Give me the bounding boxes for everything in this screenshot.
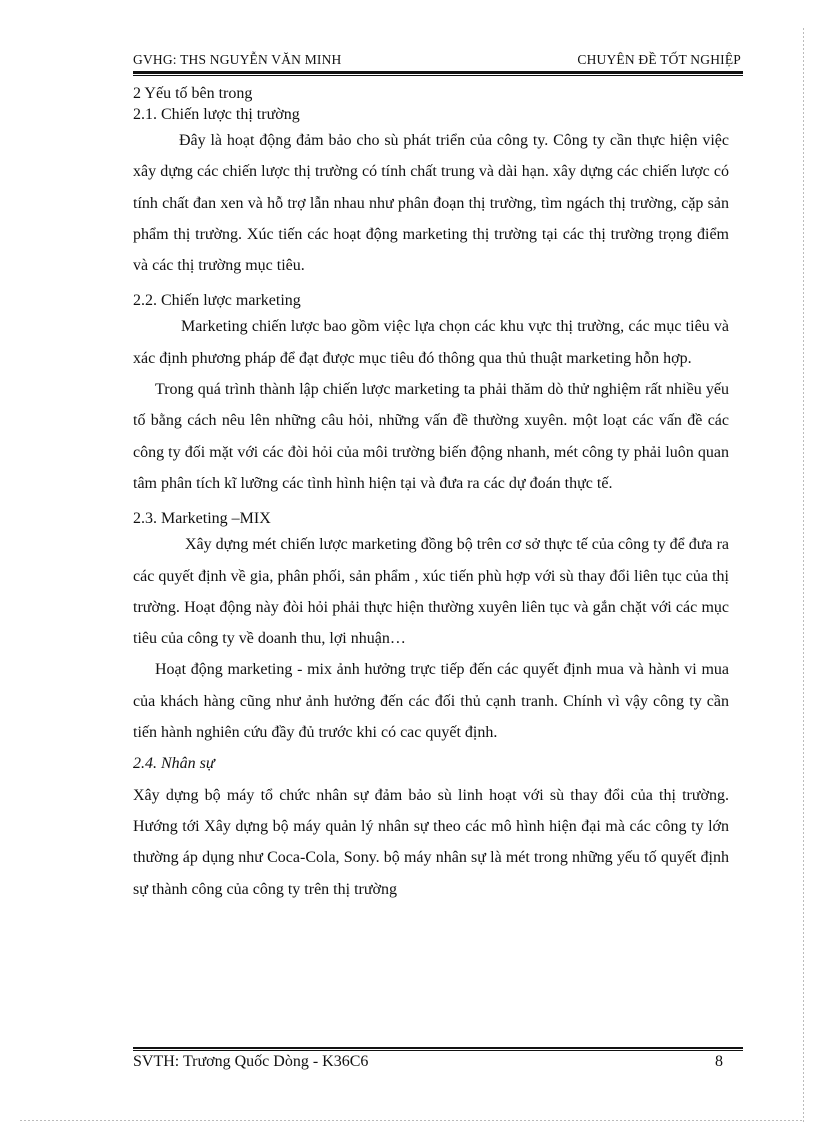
section-2-3-paragraph-2: Hoạt động marketing - mix ảnh hưởng trực tiếp đến các quyết định mua và hành vi mua của khách hàng cũng như ảnh hưởng đến các đối thủ cạnh tranh. Chính vì vậy công ty cần tiến hành nghiên cứu đầy đủ trước khi có cac quyết định. xyxy=(133,661,729,742)
section-2-title: 2 Yếu tố bên trong xyxy=(133,85,253,102)
section-2-3-title: 2.3. Marketing –MIX xyxy=(133,510,271,528)
header-instructor: GVHG: THS NGUYỄN VĂN MINH xyxy=(133,52,342,67)
section-2-4-paragraph: Xây dựng bộ máy tổ chức nhân sự đảm bảo sù linh hoạt với sù thay đổi của thị trường. Hướng tới Xây dựng bộ máy quản lý nhân sự theo các mô hình hiện đại mà các công ty lớn thường áp dụng như Coca-Cola, Sony. bộ máy nhân sự là mét trong những yếu tố quyết định sự thành công của công ty trên thị trường xyxy=(133,786,729,898)
header-rule-thin xyxy=(133,75,743,76)
section-2-1-title: 2.1. Chiến lược thị trường xyxy=(133,106,300,123)
page-header xyxy=(133,52,743,70)
section-2-4-title: 2.4. Nhân sự xyxy=(133,755,215,773)
footer-rule-thick xyxy=(133,1047,743,1049)
section-2-3-paragraph-1: Xây dựng mét chiến lược marketing đồng bộ trên cơ sở thực tế của công ty để đưa ra các quyết định về gia, phân phối, sản phẩm , xúc tiến phù hợp với sù thay đổi liên tục của thị trường. Hoạt động này đòi hỏi phải thực hiện thường xuyên liên tục và gắn chặt với các mục tiêu của công ty về doanh thu, lợi nhuận… xyxy=(133,536,729,648)
section-2-2-paragraph-2: Trong quá trình thành lập chiến lược marketing ta phải thăm dò thử nghiệm rất nhiều yếu tố bằng cách nêu lên những câu hỏi, những vấn đề thường xuyên. một loạt các vấn đề các công ty đối mặt với các đòi hỏi của môi trường biến động nhanh, mét công ty phải luôn quan tâm phân tích kĩ lưỡng các tình hình hiện tại và đưa ra các dự đoán thực tế. xyxy=(133,381,729,492)
footer-rule-thin xyxy=(133,1050,743,1051)
page-number: 8 xyxy=(715,1053,723,1070)
footer-student: SVTH: Trương Quốc Dòng - K36C6 xyxy=(133,1053,369,1070)
header-rule-thick xyxy=(133,71,743,74)
section-2-2-paragraph-1: Marketing chiến lược bao gồm việc lựa chọn các khu vực thị trường, các mục tiêu và xác định phương pháp để đạt được mục tiêu đó thông qua thủ thuật marketing hỗn hợp. xyxy=(133,318,729,367)
header-doc-type: CHUYÊN ĐỀ TỐT NGHIỆP xyxy=(577,52,741,67)
page-content xyxy=(133,83,729,905)
page-edge-right xyxy=(803,28,804,1123)
section-2-1-paragraph: Đây là hoạt động đảm bảo cho sù phát triển của công ty. Công ty cần thực hiện việc xây dựng các chiến lược thị trường có tính chất trung và dài hạn. xây dựng các chiến lược có tính chất đan xen và hỗ trợ lẫn nhau như phân đoạn thị trường, tìm ngách thị trường, cặp sản phẩm thị trường. Xúc tiến các hoạt động marketing thị trường tại các thị trường trọng điểm và các thị trường mục tiêu. xyxy=(133,132,729,275)
page-edge-bottom xyxy=(20,1120,804,1121)
section-2-2-title: 2.2. Chiến lược marketing xyxy=(133,292,301,310)
